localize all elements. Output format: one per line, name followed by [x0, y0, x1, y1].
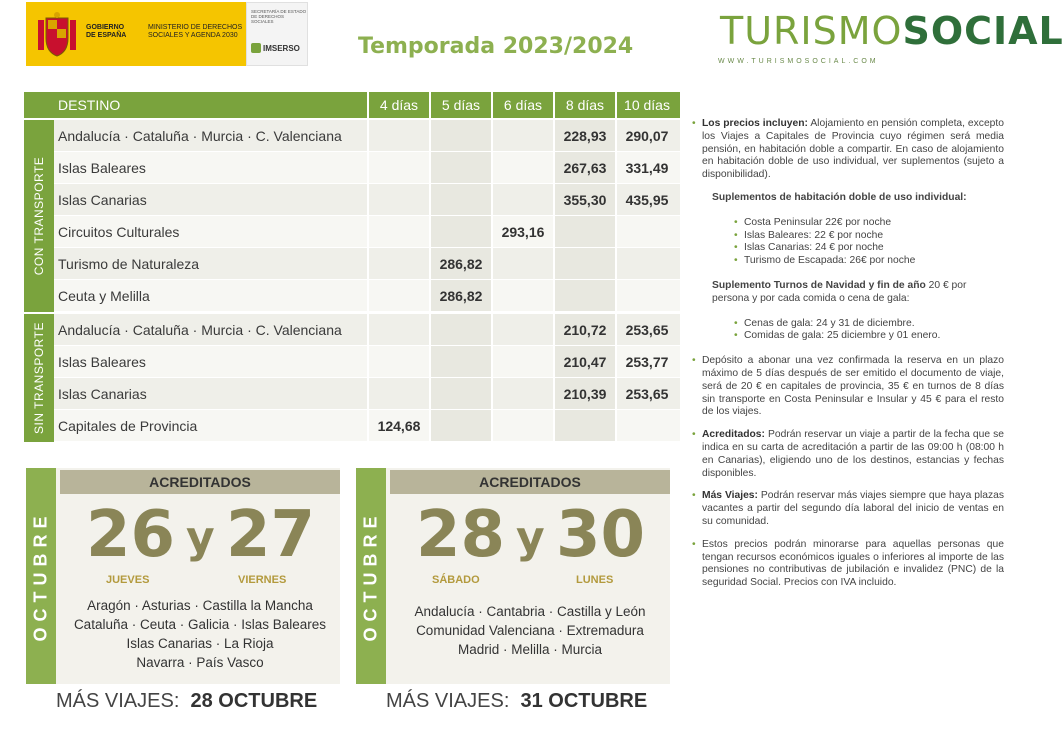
date-number-1: 26 [86, 498, 176, 572]
price-cell-4-days [367, 184, 429, 215]
note-deposit: • Depósito a abonar una vez confirmada la reserva en un plazo máximo de 5 días después de ser emitido el documento de viaje, será de 20 € en capitales de provincia, 35 € en turnos de 8 días sin transporte en Costa Peninsular e Insular y 45 € para el resto de los viajes. [692, 355, 1004, 419]
header-10-days: 10 días [615, 92, 677, 118]
destination-name: Circuitos Culturales [58, 223, 180, 240]
table-row [54, 410, 680, 442]
price-cell-10-days [615, 248, 677, 279]
destination-name: Ceuta y Melilla [58, 287, 150, 304]
government-label: GOBIERNO DE ESPAÑA [86, 24, 127, 39]
price-cell-5-days [429, 120, 491, 151]
list-item: • Cenas de gala: 24 y 31 de diciembre. [734, 318, 1004, 331]
table-row [54, 184, 680, 216]
sin-transporte-label: SIN TRANSPORTE [32, 322, 46, 434]
imserso-logo [246, 2, 308, 66]
price-cell-5-days [429, 184, 491, 215]
secretaria-label: SECRETARÍA DE ESTADO DE DERECHOS SOCIALES [251, 9, 307, 24]
destination-name: Islas Baleares [58, 159, 146, 176]
date-conjunction: y [516, 512, 545, 563]
october-panel-1 [26, 468, 340, 684]
more-trips-date: 28 OCTUBRE [190, 690, 318, 712]
price-cell-5-days [429, 378, 491, 409]
more-trips-date: 31 OCTUBRE [520, 690, 648, 712]
price-cell-4-days [367, 378, 429, 409]
price-cell-4-days [367, 346, 429, 377]
table-header [24, 92, 680, 118]
header-5-days: 5 días [429, 92, 491, 118]
price-cell-6-days: 293,16 [491, 216, 553, 247]
destination-name: Islas Canarias [58, 191, 147, 208]
regions-line: Andalucía · Cantabria · Castilla y León [414, 604, 646, 619]
price-cell-10-days: 253,65 [615, 378, 677, 409]
list-item: • Comidas de gala: 25 diciembre y 01 enero. [734, 330, 1004, 343]
price-cell-8-days [553, 248, 615, 279]
day-name-1: JUEVES [106, 574, 150, 586]
day-name-1: SÁBADO [432, 574, 480, 586]
price-cell-4-days [367, 152, 429, 183]
price-cell-4-days: 124,68 [367, 410, 429, 441]
table-row [54, 280, 680, 312]
price-cell-5-days: 286,82 [429, 280, 491, 311]
supplements-title: Suplementos de habitación doble de uso individual: [712, 191, 967, 203]
price-cell-8-days: 267,63 [553, 152, 615, 183]
list-item: • Turismo de Escapada: 26€ por noche [734, 255, 1004, 268]
table-row [54, 248, 680, 280]
price-cell-10-days [615, 410, 677, 441]
note-acreditados [692, 429, 1004, 480]
price-cell-5-days: 286,82 [429, 248, 491, 279]
destination-name: Capitales de Provincia [58, 417, 198, 434]
regions-list [60, 596, 340, 672]
more-trips-label: MÁS VIAJES: [386, 690, 510, 712]
price-cell-4-days [367, 216, 429, 247]
price-cell-4-days [367, 280, 429, 311]
note-prices-include [692, 118, 1004, 182]
date-number-2: 27 [226, 498, 316, 572]
price-cell-6-days [491, 152, 553, 183]
price-cell-6-days [491, 248, 553, 279]
note-text: Alojamiento en pensión completa, excepto los Viajes a Capitales de Provincia cuyo régimen será media pensión, en habitación doble a compartir. En caso de alojamiento en habitación doble de uso individual, ver suplementos (sujeto a disponibilidad). [702, 118, 1004, 181]
brand-url: WWW.TURISMOSOCIAL.COM [718, 58, 879, 65]
note-mas-viajes [692, 490, 1004, 528]
price-cell-5-days [429, 314, 491, 345]
day-name-2: LUNES [576, 574, 614, 586]
price-cell-10-days [615, 280, 677, 311]
note-text: Podrán reservar más viajes siempre que haya plazas vacantes a partir del segundo día laboral del inicio de ventas en su comunidad. [702, 490, 1004, 527]
price-cell-10-days [615, 216, 677, 247]
note-heading: Acreditados: [702, 429, 765, 441]
ministry-label: MINISTERIO DE DERECHOS SOCIALES Y AGENDA 2030 [148, 24, 243, 39]
price-cell-8-days: 210,47 [553, 346, 615, 377]
price-cell-5-days [429, 216, 491, 247]
price-cell-8-days: 228,93 [553, 120, 615, 151]
price-cell-8-days: 355,30 [553, 184, 615, 215]
october-panel-2 [356, 468, 670, 684]
price-cell-6-days [491, 378, 553, 409]
date-number-2: 30 [556, 498, 646, 572]
price-cell-8-days: 210,72 [553, 314, 615, 345]
coat-of-arms-icon [36, 12, 78, 58]
con-transporte-label: CON TRANSPORTE [32, 156, 46, 276]
header-8-days: 8 días [553, 92, 615, 118]
header-destino: DESTINO [58, 97, 121, 113]
regions-list [390, 602, 670, 659]
note-heading: Suplemento Turnos de Navidad y fin de año [712, 279, 926, 291]
government-logo-block [26, 2, 308, 66]
note-heading: Los precios incluyen: [702, 118, 808, 129]
list-item: • Costa Peninsular 22€ por noche [734, 217, 1004, 230]
table-row [54, 314, 680, 346]
price-cell-10-days: 290,07 [615, 120, 677, 151]
more-trips-2 [386, 690, 647, 713]
price-cell-10-days: 253,65 [615, 314, 677, 345]
destination-name: Turismo de Naturaleza [58, 255, 200, 272]
gala-list [692, 318, 1004, 344]
header-4-days: 4 días [367, 92, 429, 118]
side-label-box [24, 314, 54, 442]
price-cell-5-days [429, 410, 491, 441]
regions-line: Comunidad Valenciana · Extremadura [416, 623, 644, 638]
price-cell-6-days [491, 280, 553, 311]
group-con-transporte [24, 120, 680, 312]
imserso-icon [251, 43, 261, 53]
header-6-days: 6 días [491, 92, 553, 118]
list-item: • Islas Canarias: 24 € por noche [734, 242, 1004, 255]
price-cell-4-days [367, 248, 429, 279]
price-cell-5-days [429, 346, 491, 377]
month-label: OCTUBRE [360, 510, 381, 642]
note-text: 20 € por persona y por cada comida o cena de gala: [712, 279, 967, 304]
regions-line: Navarra · País Vasco [136, 655, 264, 670]
more-trips-1 [56, 690, 317, 713]
table-row [54, 152, 680, 184]
group-sin-transporte [24, 314, 680, 442]
table-row [54, 378, 680, 410]
price-cell-8-days [553, 280, 615, 311]
destination-name: Islas Canarias [58, 385, 147, 402]
christmas-supplement [692, 280, 1004, 306]
regions-line: Aragón · Asturias · Castilla la Mancha [87, 598, 313, 613]
brand-part-a: TURISMO [720, 9, 903, 53]
regions-line: Madrid · Melilla · Murcia [457, 642, 603, 657]
month-label: OCTUBRE [30, 510, 51, 642]
note-text: Podrán reservar un viaje a partir de la fecha que se indica en su carta de acreditación a partir de las 09:00 h (08:00 h en Canarias), eligiendo uno de los destinos, estancias y fechas disponibles. [702, 429, 1004, 479]
note-heading: Más Viajes: [702, 490, 758, 502]
price-cell-10-days: 253,77 [615, 346, 677, 377]
price-cell-6-days [491, 346, 553, 377]
panel-heading: ACREDITADOS [60, 470, 340, 494]
government-logo [26, 2, 246, 66]
brand-part-b: SOCIAL [902, 9, 1064, 53]
date-number-1: 28 [416, 498, 506, 572]
regions-line: Cataluña · Ceuta · Galicia · Islas Baleares [73, 617, 327, 632]
table-row [54, 120, 680, 152]
day-name-2: VIERNES [238, 574, 287, 586]
regions-line: Islas Canarias · La Rioja [126, 636, 274, 651]
price-cell-8-days [553, 216, 615, 247]
turismo-social-logo [720, 8, 1064, 54]
notes-column [692, 118, 1004, 600]
list-item: • Islas Baleares: 22 € por noche [734, 230, 1004, 243]
price-cell-10-days: 435,95 [615, 184, 677, 215]
more-trips-label: MÁS VIAJES: [56, 690, 180, 712]
price-cell-6-days [491, 410, 553, 441]
date-conjunction: y [186, 512, 215, 563]
price-cell-5-days [429, 152, 491, 183]
price-cell-6-days [491, 314, 553, 345]
destination-name: Andalucía · Cataluña · Murcia · C. Valenciana [58, 321, 342, 338]
price-cell-10-days: 331,49 [615, 152, 677, 183]
destination-name: Islas Baleares [58, 353, 146, 370]
supplements-list [692, 217, 1004, 268]
price-cell-4-days [367, 120, 429, 151]
price-cell-6-days [491, 120, 553, 151]
note-price-reduction: • Estos precios podrán minorarse para aquellas personas que tengan recursos económicos iguales o inferiores al importe de las pensiones no contributivas de jubilación e invalidez (PNC) de la seguridad Social. Precios con IVA incluido. [692, 539, 1004, 590]
side-label-box [24, 120, 54, 312]
table-row [54, 346, 680, 378]
price-cell-4-days [367, 314, 429, 345]
destination-name: Andalucía · Cataluña · Murcia · C. Valenciana [58, 127, 342, 144]
price-table [24, 92, 680, 442]
price-cell-8-days [553, 410, 615, 441]
price-cell-8-days: 210,39 [553, 378, 615, 409]
table-row [54, 216, 680, 248]
price-cell-6-days [491, 184, 553, 215]
season-title: Temporada 2023/2024 [358, 34, 634, 59]
imserso-label: IMSERSO [263, 43, 300, 53]
panel-heading: ACREDITADOS [390, 470, 670, 494]
